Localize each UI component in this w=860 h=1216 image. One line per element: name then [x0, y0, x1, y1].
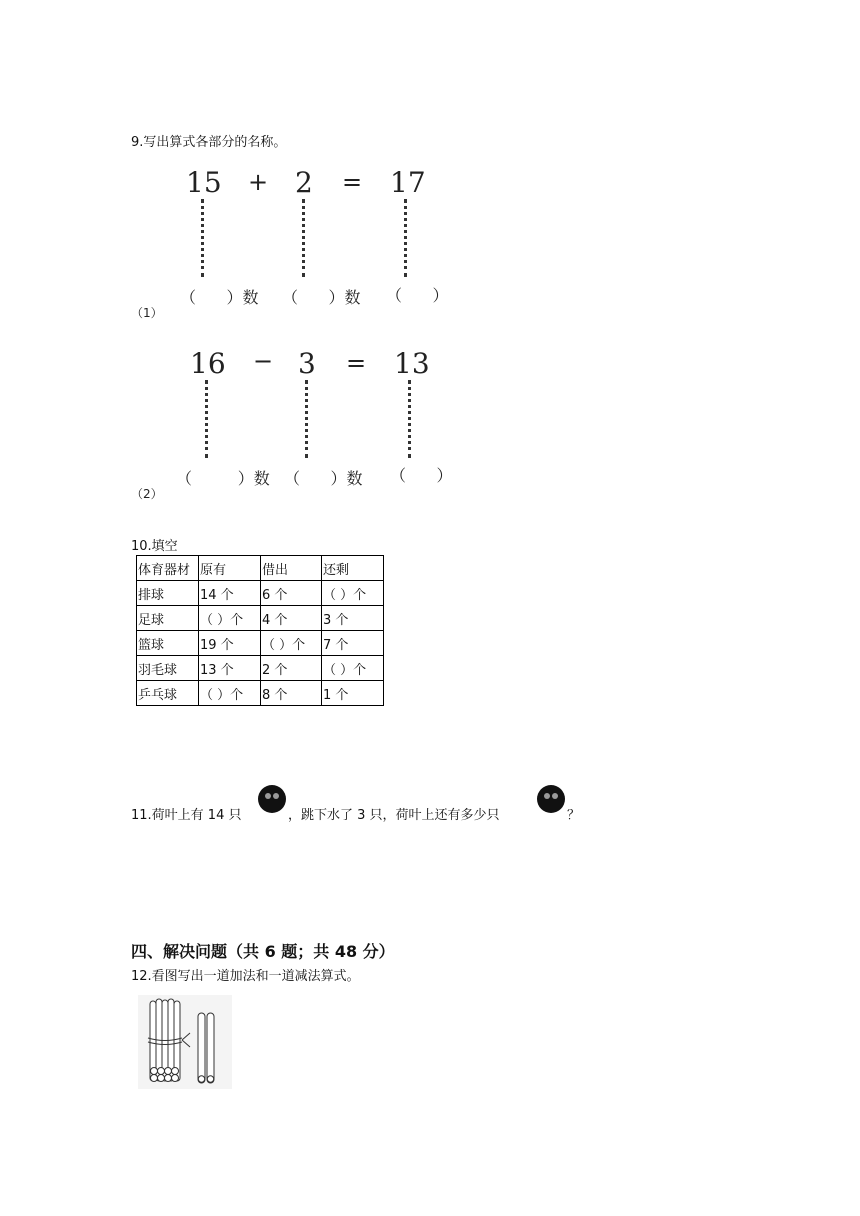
q9-2-minuend: 16: [190, 347, 226, 380]
q9-1-blank-3[interactable]: （ ）: [386, 286, 449, 305]
q9-1-blank-1[interactable]: （ ）数: [180, 288, 259, 307]
q9-1-blank-2[interactable]: （ ）数: [282, 288, 361, 307]
table-cell-blank[interactable]: （ ）个: [322, 581, 384, 606]
table-cell-blank[interactable]: （ ）个: [199, 606, 261, 631]
q11-text-3: ？: [567, 808, 581, 823]
sticks-bundle-icon: [138, 995, 232, 1089]
sports-equipment-table: [136, 555, 384, 706]
q10-title: 10.填空: [131, 539, 178, 554]
q9-2-dotline-3: [408, 380, 415, 458]
q9-2-minus: −: [253, 347, 274, 375]
table-row: [137, 581, 384, 606]
table-header-cell: 借出: [261, 556, 322, 581]
table-cell-blank[interactable]: （ ）个: [261, 631, 322, 656]
q9-1-sum: 17: [390, 166, 426, 199]
table-row: [137, 606, 384, 631]
q11-text-2: ，跳下水了 3 只，荷叶上还有多少只: [288, 808, 500, 823]
q9-1-dotline-2: [302, 199, 309, 277]
table-cell: 19 个: [199, 631, 261, 656]
table-cell: 7 个: [322, 631, 384, 656]
table-cell: 乒乓球: [137, 681, 199, 706]
q9-2-blank-2[interactable]: （ ）数: [284, 469, 363, 488]
table-cell: 1 个: [322, 681, 384, 706]
q9-1-addend1: 15: [186, 166, 222, 199]
frog-icon: [258, 785, 286, 813]
table-header-cell: 原有: [199, 556, 261, 581]
table-cell: 6 个: [261, 581, 322, 606]
q9-1-dotline-3: [404, 199, 411, 277]
q12-title: 12.看图写出一道加法和一道减法算式。: [131, 969, 360, 984]
table-cell: 3 个: [322, 606, 384, 631]
q9-2-equals: =: [346, 349, 367, 377]
table-header-row: [137, 556, 384, 581]
q9-2-difference: 13: [394, 347, 430, 380]
table-cell: 排球: [137, 581, 199, 606]
table-cell: 4 个: [261, 606, 322, 631]
table-row: [137, 681, 384, 706]
table-cell: 足球: [137, 606, 199, 631]
q9-2-dotline-2: [305, 380, 312, 458]
q11-text-1: 11.荷叶上有 14 只: [131, 808, 242, 823]
q9-1-equals: =: [342, 168, 363, 196]
q9-2-label: （2）: [131, 487, 163, 501]
table-header-cell: 体育器材: [137, 556, 199, 581]
table-cell: 8 个: [261, 681, 322, 706]
table-cell: 14 个: [199, 581, 261, 606]
table-row: [137, 656, 384, 681]
table-row: [137, 631, 384, 656]
q9-1-dotline-1: [201, 199, 208, 277]
q9-1-plus: +: [248, 168, 269, 196]
table-cell: 2 个: [261, 656, 322, 681]
q9-2-blank-3[interactable]: （ ）: [390, 466, 453, 485]
table-cell: 13 个: [199, 656, 261, 681]
q9-title: 9.写出算式各部分的名称。: [131, 135, 287, 150]
q9-2-subtrahend: 3: [298, 347, 316, 380]
table-cell-blank[interactable]: （ ）个: [322, 656, 384, 681]
table-header-cell: 还剩: [322, 556, 384, 581]
frog-icon: [537, 785, 565, 813]
table-cell: 篮球: [137, 631, 199, 656]
table-cell: 羽毛球: [137, 656, 199, 681]
q9-1-addend2: 2: [295, 166, 313, 199]
section-4-title: 四、解决问题（共 6 题；共 48 分）: [131, 942, 395, 961]
q9-2-blank-1[interactable]: （ ）数: [176, 469, 270, 488]
table-cell-blank[interactable]: （ ）个: [199, 681, 261, 706]
q9-2-dotline-1: [205, 380, 212, 458]
q9-1-label: （1）: [131, 306, 163, 320]
